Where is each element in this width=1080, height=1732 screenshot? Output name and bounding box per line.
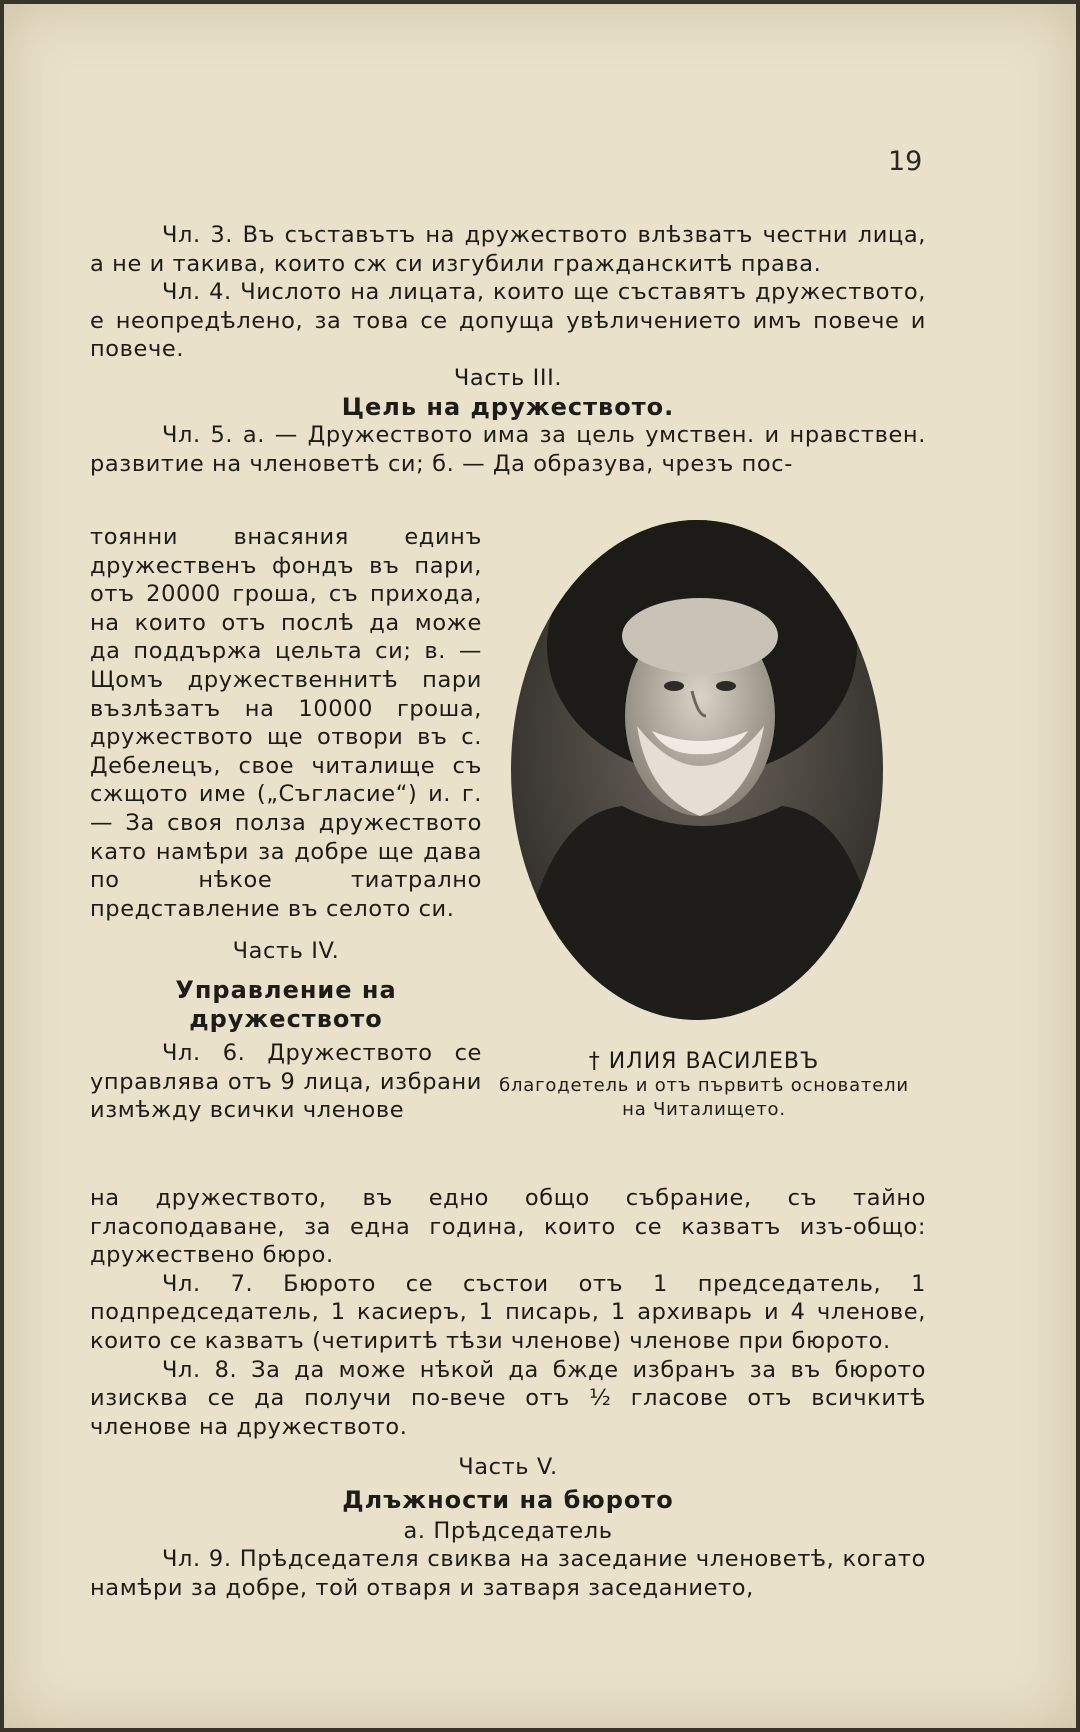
- subsection-a-heading: а. Прѣдседатель: [403, 1517, 613, 1544]
- text-block-left-column: [90, 523, 482, 1125]
- article-5-start: Чл. 5. а. — Дружеството има за цель умствен. и нравствен. развитие на членоветѣ си; б. — Да образува, чрезъ пос-: [90, 422, 926, 477]
- part-3-title: Цель на дружеството.: [341, 392, 675, 421]
- portrait-image: [502, 516, 892, 1024]
- article-5-continued: тоянни внасяния единъ дружественъ фондъ въ пари, отъ 20000 гроша, съ приходa, на които отъ послѣ да може да поддържа цельта си; в. — Щомъ дружественнитѣ пари възлѣзатъ на 10000 гроша, дружеството ще отвори въ с. Дебелецъ, свое читалище съ сжщото име („Съгласие“) и. г. — За своя полза дружеството като намѣри за добре ще дава по нѣкое тиатрално представление въ селото си.: [90, 524, 482, 922]
- article-6-continued: на дружеството, въ едно общо събрание, съ тайно гласоподаване, за една година, които се казватъ изъ-общо: дружествено бюро.: [90, 1185, 926, 1269]
- article-9: Чл. 9. Прѣдседателя свиква на заседание членоветѣ, когато намѣри за добре, той отваря и затваря заседанието,: [90, 1546, 926, 1601]
- portrait-caption: [494, 1050, 914, 1122]
- article-3: Чл. 3. Въ съставътъ на дружеството влѣзватъ честни лица, а не и такива, които сж си изгубили гражданскитѣ права.: [90, 222, 926, 277]
- book-page: [4, 4, 1076, 1728]
- part-4-heading: Часть IV.: [232, 938, 340, 965]
- article-7: Чл. 7. Бюрото се състои отъ 1 председатель, 1 подпредседатель, 1 касиеръ, 1 писарь, 1 архиварь и 4 членове, които се казватъ (четиритѣ тѣзи членове) членове при бюрото.: [90, 1270, 926, 1354]
- caption-name: † ИЛИЯ ВАСИЛЕВЪ: [588, 1049, 820, 1074]
- caption-description: благодетель и отъ първитѣ основатели на Читалището.: [499, 1075, 909, 1120]
- part-3-heading: Часть III.: [453, 364, 563, 391]
- part-5-title: Длъжности на бюрото: [342, 1485, 674, 1514]
- page-number: 19: [888, 146, 923, 177]
- text-block-top: [90, 221, 926, 478]
- article-6-start: Чл. 6. Дружеството се управлява отъ 9 лица, избрани измѣжду всички членове: [90, 1040, 482, 1124]
- article-8: Чл. 8. За да може нѣкой да бжде избранъ за въ бюрото изисква се да получи по-вече отъ ½ гласове отъ всичкитѣ членове на дружеството.: [90, 1356, 926, 1440]
- article-4: Чл. 4. Числото на лицата, които ще съставятъ дружеството, е неопредѣлено, за това се допуща увѣличението имъ повече и повече.: [90, 279, 926, 363]
- text-block-bottom: [90, 1184, 926, 1602]
- part-5-heading: Часть V.: [458, 1454, 558, 1481]
- part-4-title: Управление на дружеството: [175, 975, 397, 1033]
- portrait-photo: [502, 516, 892, 1024]
